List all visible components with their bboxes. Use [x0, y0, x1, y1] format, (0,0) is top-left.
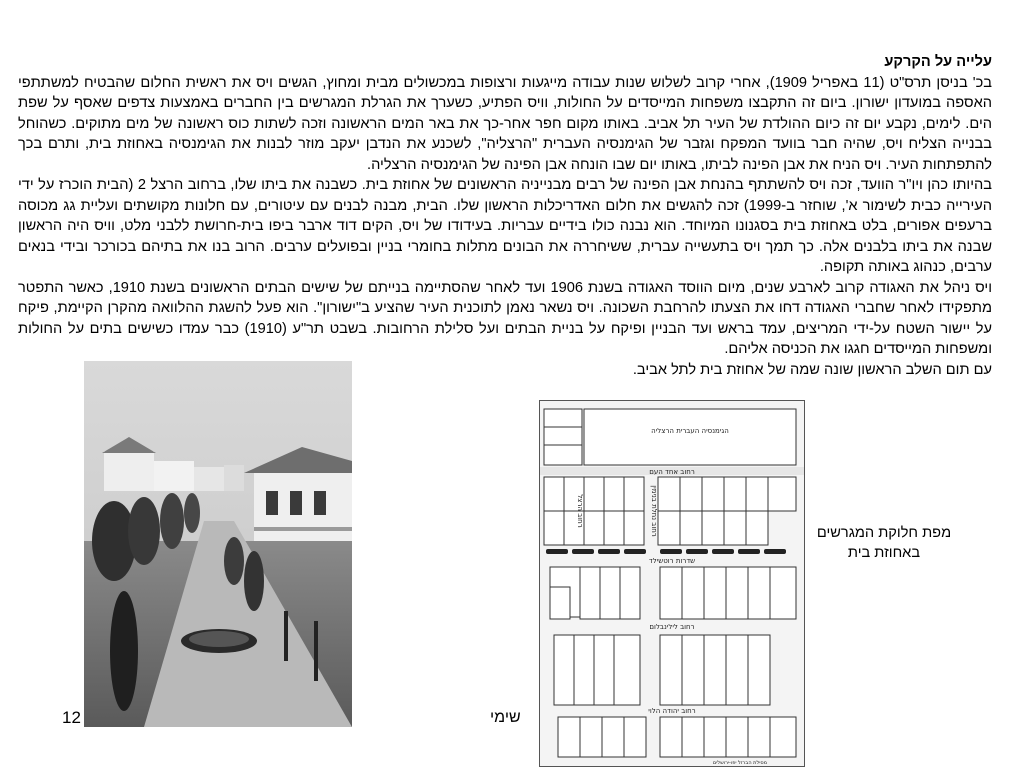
map-label-lilienblum: רחוב לילינבלום [649, 623, 695, 631]
map-caption-line-2: באחוזת בית [847, 545, 921, 561]
map-label-railway: מסילת הברזל יפו-ירושלים [712, 760, 768, 766]
map-caption [804, 523, 964, 563]
article-title: עלייה על הקרקע [884, 54, 992, 70]
map-label-gymnasium: הגימנסיה העברית הרצליה [651, 427, 729, 435]
article-text [18, 52, 992, 380]
map-label-street-top: רחוב אחד העם [649, 468, 695, 476]
article-paragraph-2: בהיותו כהן ויו"ר הוועד, זכה ויס להשתתף בהנחת אבן הפינה של רבים מבנייניה הראשונים של אחוזת בית. כשבנה את ביתו שלו, ברחוב הרצל 2 (הבית הוכרז על ידי העירייה כבית לשימור א', שוחזר ב-1999) זכה להגשים את חלום האדריכלות הראשון שלו. הבית, מבנה לבנים עם עיטורים, עם חלונות מקושתים ועליית גג מכוסה ברעפים אפורים, בלט באחוזת בית בסגנונו המיוחד. הוא נבנה כולו בידיים עבריות. בעידודו של ויס, הקים דוד ארבר ביפו בית-חרושת ללבני מלט, וויס היה הראשון שבנה את ביתו בלבנים אלה. כך תמך ויס בתעשייה עברית, ששיחררה את הבונים מתלות בחומרי בניין ובפועלים ערבים. הרוב בנו את בתיהם בכורכר ובידי בנאים ערבים, כנהוג באותה תקופה. [18, 177, 992, 275]
map-label-herzl: רחוב הרצל [576, 494, 584, 528]
page-number: 12 [62, 708, 81, 727]
map-label-rothschild: שדרות רוטשילד [648, 557, 696, 565]
footer-author: שימי [490, 709, 521, 726]
map-label-yehuda-halevi: רחוב יהודה הלוי [648, 707, 696, 715]
map-label-nahalat: רחוב נחלת בנימין [650, 485, 658, 537]
historic-boulevard-photo [84, 361, 352, 727]
article-paragraph-1: בכ' בניסן תרס"ט (11 באפריל 1909), אחרי קרוב לשלוש שנות עבודה מייגעות ורצופות במכשולים מבית ומחוץ, הגשים ויס את ראשית החלום שהבטיח למשתתפי האספה במועדון ישורון. ביום זה התקבצו משפחות המייסדים על החולות, וויס הפתיע, כשערך את הגרלת המגרשים בין החברים באמצעות צדפים שאסף על שפת הים. לימים, נקבע יום זה כיום ההולדת של העיר תל אביב. באותו מקום חפר אחר-כך את באר המים הראשונה וזכה לשתות כוס ראשונה של מים מתוקים. כשהוחל בבנייה הצליח ויס, שהיה חבר בוועד המפקח וגזבר של הגימנסיה העברית "הרצליה", לשכנע את הנדבן יעקב מוזר לבנות את הגימנסיה באחוזת בית, ותרם בכך להתפתחות העיר. ויס הניח את אבן הפינה לביתו, באותו יום שבו הונחה אבן הפינה של הגימנסיה הרצליה. [18, 74, 992, 173]
article-paragraph-4: עם תום השלב הראשון שונה שמה של אחוזת בית לתל אביב. [632, 361, 992, 378]
article-paragraph-3: ויס ניהל את האגודה קרוב לארבע שנים, מיום הווסד האגודה בשנת 1906 ועד לאחר שהסתיימה בנייתם של שישים הבתים הראשונים בשנת 1910, כאשר התפטר מתפקידו לאחר שחברי האגודה דחו את הצעתו להרחבת השכונה. ויס נשאר נאמן לתוכנית העיר שהציע ב"ישורון". הוא פעל להשגת ההלוואה מהקרן הקיימת, פיקח על יישור השטח על-ידי המריצים, עמד בראש ועד הבניין ופיקח על בניית הבתים ועל סלילת הרחובות. בשבט תר"ע (1910) כבר עמדו כשישים בתים על החולות ומשפחות המייסדים חגגו את הכניסה אליהם. [18, 279, 993, 357]
plot-division-map [539, 400, 805, 767]
map-caption-line-1: מפת חלוקת המגרשים [816, 525, 952, 541]
